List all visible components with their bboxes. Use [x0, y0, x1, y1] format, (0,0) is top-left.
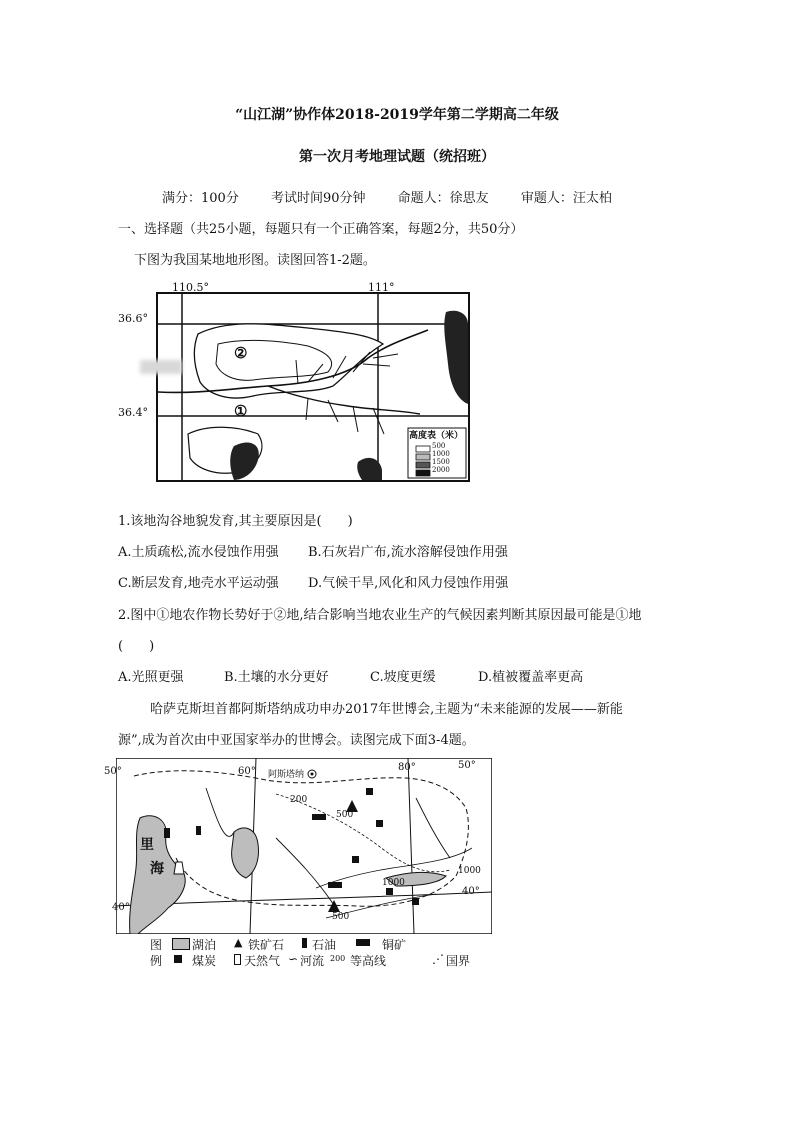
map2-contour-1000b: 1000 [458, 866, 481, 876]
legend-oil-icon [302, 938, 307, 948]
map2-contour-500a: 500 [336, 810, 354, 820]
map2-lon-60: 60° [238, 766, 256, 777]
q1-option-d: D.气候干旱,风化和风力侵蚀作用强 [308, 576, 509, 591]
q1-option-b: B.石灰岩广布,流水溶解侵蚀作用强 [308, 545, 508, 560]
legend-river: 河流 [300, 954, 325, 968]
question-setter: 命题人：徐思友 [397, 191, 489, 206]
legend-border: 国界 [446, 954, 471, 968]
exam-meta [148, 187, 626, 206]
map1-legend-title: 高度表（米） [409, 431, 464, 441]
map2-sea-char2: 海 [150, 861, 164, 877]
legend-lake: 湖泊 [192, 938, 217, 952]
map1-lat-top: 36.6° [118, 312, 148, 325]
intro-q3-4-line1: 哈萨克斯坦首都阿斯塔纳成功申办2017年世博会,主题为“未来能源的发展——新能 [150, 702, 623, 717]
legend-border-icon: ⋰ [432, 952, 444, 966]
map2-lat-50-right: 50° [458, 760, 476, 771]
q2-option-d: D.植被覆盖率更高 [478, 670, 584, 685]
map1-legend-values: 500 1000 1500 2000 [432, 442, 450, 474]
map2-contour-1000a: 1000 [382, 878, 405, 888]
legend-river-icon: ∽ [288, 952, 299, 966]
map2-lat-40-left: 40° [112, 902, 130, 913]
legend-lake-swatch [172, 938, 190, 950]
legend-coal: 煤炭 [192, 954, 217, 968]
map2-sea-char1: 里 [140, 837, 154, 853]
intro-q3-4-line2: 源”,成为首次由中亚国家举办的世博会。读图完成下面3-4题。 [118, 733, 475, 748]
map1-marker-1: ① [234, 402, 248, 420]
legend-contour: 等高线 [350, 954, 387, 968]
exam-title-line2: 第一次月考地理试题（统招班） [299, 149, 495, 165]
map1-lat-bottom: 36.4° [118, 406, 148, 419]
q2-stem-line2: ( ) [118, 639, 155, 654]
q1-stem: 1.该地沟谷地貌发育,其主要原因是( ) [118, 514, 353, 529]
q1-option-c: C.断层发育,地壳水平运动强 [118, 576, 279, 591]
exam-time: 考试时间90分钟 [270, 191, 366, 206]
legend-iron: 铁矿石 [248, 938, 285, 952]
map2-lon-50-left: 50° [104, 766, 122, 777]
map2-city-astana: 阿斯塔纳 [268, 770, 305, 780]
q2-stem-line1: 2.图中①地农作物长势好于②地,结合影响当地农业生产的气候因素判断其原因最可能是①地 [118, 608, 642, 623]
legend-coal-icon [174, 955, 182, 963]
legend-iron-icon: ▲ [234, 936, 243, 949]
q2-option-b: B.土壤的水分更好 [224, 670, 329, 685]
legend-label-li: 例 [150, 954, 163, 968]
legend-oil: 石油 [312, 938, 337, 952]
map1-lon-left: 110.5° [172, 281, 209, 294]
legend-gas-icon [234, 954, 241, 965]
question-reviewer: 审题人：汪太柏 [520, 191, 612, 206]
map1-lon-right: 111° [368, 281, 395, 294]
legend-copper-icon [356, 939, 370, 946]
q2-option-a: A.光照更强 [118, 670, 184, 685]
section-heading: 一、选择题（共25小题，每题只有一个正确答案，每题2分，共50分） [118, 222, 524, 237]
map2-contour-500b: 500 [332, 912, 350, 922]
legend-copper: 铜矿 [382, 938, 407, 952]
map2-contour-200: 200 [290, 795, 308, 805]
map2-lat-40-right: 40° [462, 886, 480, 897]
intro-q1-2: 下图为我国某地地形图。读图回答1-2题。 [134, 253, 376, 268]
central-asia-map [116, 758, 492, 934]
blurred-patch [140, 360, 182, 374]
legend-label-tu: 图 [150, 938, 163, 952]
map2-lon-80: 80° [398, 762, 416, 773]
topographic-map [156, 292, 470, 482]
q2-option-c: C.坡度更缓 [370, 670, 436, 685]
legend-gas: 天然气 [244, 954, 281, 968]
full-score: 满分：100分 [162, 191, 239, 206]
legend-contour-value: 200 [330, 954, 346, 963]
exam-title-line1: “山江湖”协作体2018-2019学年第二学期高二年级 [235, 107, 559, 123]
map1-marker-2: ② [234, 344, 248, 362]
q1-option-a: A.土质疏松,流水侵蚀作用强 [118, 545, 279, 560]
